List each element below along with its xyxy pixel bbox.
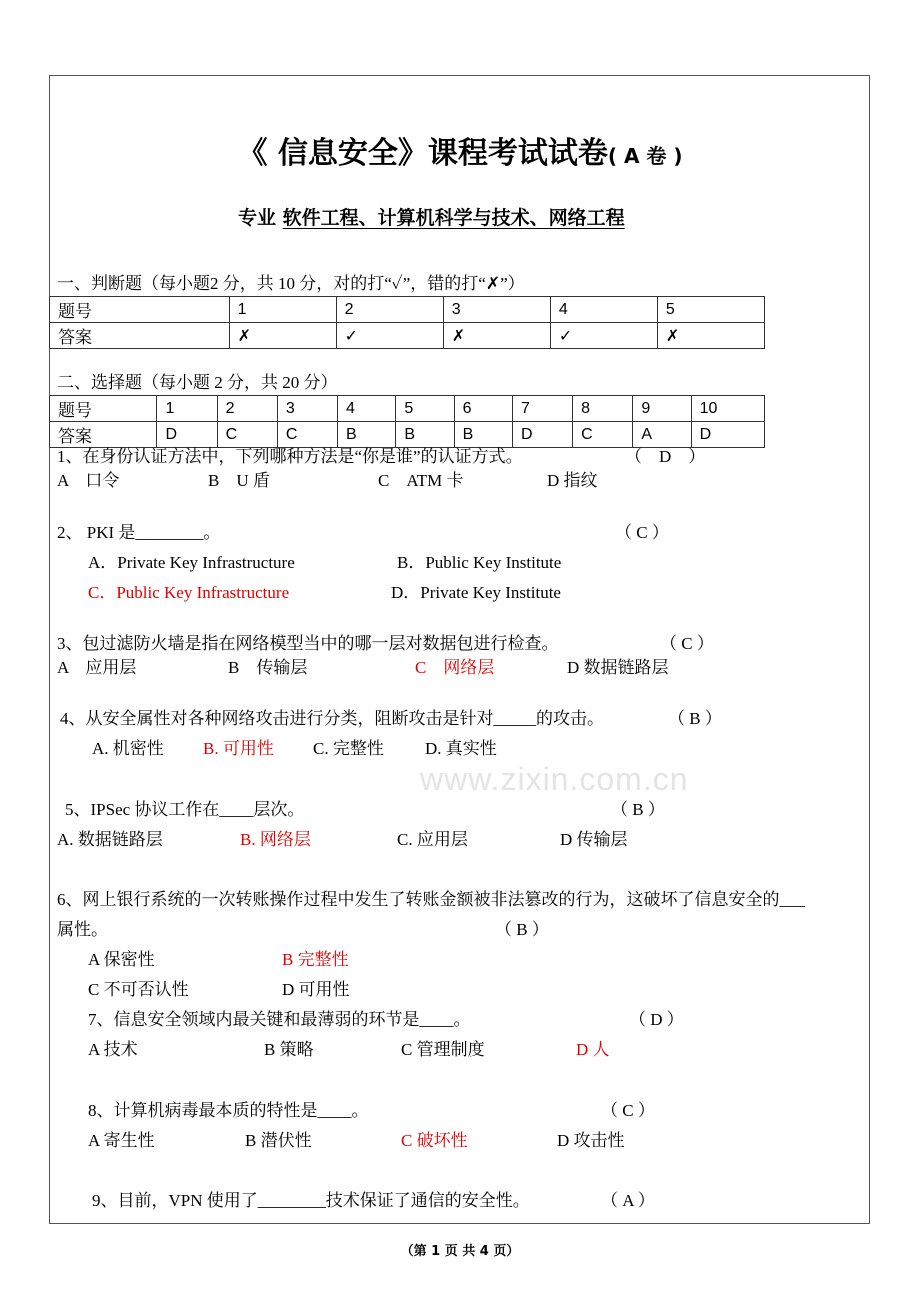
row-label: 题号: [50, 396, 157, 422]
cell: ✓: [550, 323, 657, 349]
question-2: 2、 PKI 是________。: [57, 523, 221, 542]
cell: 10: [691, 396, 764, 422]
row-label: 答案: [50, 422, 157, 448]
option: C 管理制度: [401, 1040, 485, 1059]
cell: ✓: [336, 323, 443, 349]
cell: 7: [512, 396, 572, 422]
answer-6: （ B ）: [495, 920, 549, 939]
answer-5: （ B ）: [611, 800, 665, 819]
option-correct: B. 可用性: [203, 739, 274, 758]
answer-9: （ A ）: [601, 1191, 655, 1210]
cell: B: [454, 422, 512, 448]
question-7: 7、信息安全领域内最关键和最薄弱的环节是____。: [88, 1010, 471, 1029]
option: A 应用层: [57, 658, 137, 677]
option: A．Private Key Infrastructure: [88, 553, 295, 572]
cell: C: [277, 422, 337, 448]
cell: 3: [443, 297, 550, 323]
option: D 可用性: [282, 980, 350, 999]
table-row: [50, 422, 765, 448]
cell: A: [633, 422, 691, 448]
option-correct: C 破坏性: [401, 1131, 468, 1150]
option: B．Public Key Institute: [397, 553, 562, 572]
cell: C: [573, 422, 633, 448]
table-row: [50, 323, 765, 349]
cell: 2: [336, 297, 443, 323]
question-1: 1、在身份认证方法中，下列哪种方法是“你是谁”的认证方式。: [57, 447, 523, 466]
answer-7: （ D ）: [629, 1010, 684, 1029]
cell: ✗: [229, 323, 336, 349]
question-8: 8、计算机病毒最本质的特性是____。: [88, 1101, 369, 1120]
cell: ✗: [443, 323, 550, 349]
cell: D: [512, 422, 572, 448]
question-3: 3、包过滤防火墙是指在网络模型当中的哪一层对数据包进行检查。: [57, 634, 559, 653]
option: D 指纹: [547, 471, 598, 490]
option: B 策略: [264, 1040, 314, 1059]
truefalse-answer-table: [49, 296, 765, 349]
cell: 5: [396, 396, 454, 422]
option: C. 应用层: [397, 830, 468, 849]
cell: C: [217, 422, 277, 448]
row-label: 题号: [50, 297, 230, 323]
cell: B: [338, 422, 396, 448]
option: B 传输层: [228, 658, 308, 677]
cell: 4: [338, 396, 396, 422]
question-6: 6、网上银行系统的一次转账操作过程中发生了转账金额被非法篡改的行为，这破坏了信息安全的___: [57, 890, 805, 909]
option-correct: D 人: [576, 1040, 610, 1059]
choice-answer-table: [49, 395, 765, 448]
option: C ATM 卡: [378, 471, 464, 490]
row-label: 答案: [50, 323, 230, 349]
section1-heading: 一、判断题（每小题2 分，共 10 分，对的打“✓”，错的打“✗”）: [57, 274, 525, 293]
cell: 4: [550, 297, 657, 323]
major-value: 软件工程、计算机科学与技术、网络工程: [282, 207, 625, 229]
option: D 传输层: [560, 830, 628, 849]
exam-title: [0, 128, 920, 172]
option-correct: C 网络层: [415, 658, 495, 677]
option: C 不可否认性: [88, 980, 189, 999]
cell: 1: [157, 396, 217, 422]
answer-1: （ D ）: [625, 447, 706, 466]
option: A. 机密性: [92, 739, 164, 758]
option: B 潜伏性: [245, 1131, 312, 1150]
title-main: 《 信息安全》课程考试试卷: [237, 136, 608, 171]
table-row: [50, 297, 765, 323]
option: A. 数据链路层: [57, 830, 163, 849]
cell: 2: [217, 396, 277, 422]
answer-8: （ C ）: [601, 1101, 655, 1120]
option: D. 真实性: [425, 739, 497, 758]
option-correct: B 完整性: [282, 950, 349, 969]
cell: D: [157, 422, 217, 448]
major-label: 专业: [238, 207, 277, 229]
page-footer: （第 1 页 共 4 页）: [400, 1244, 520, 1259]
option: A 技术: [88, 1040, 138, 1059]
major-line: [238, 203, 638, 230]
cell: 6: [454, 396, 512, 422]
option-correct: C．Public Key Infrastructure: [88, 583, 290, 602]
cell: 9: [633, 396, 691, 422]
option-correct: B. 网络层: [240, 830, 311, 849]
question-5: 5、IPSec 协议工作在____层次。: [65, 800, 305, 819]
answer-4: （ B ）: [668, 709, 722, 728]
answer-3: （ C ）: [660, 634, 714, 653]
section2-heading: 二、选择题（每小题 2 分，共 20 分）: [57, 373, 338, 392]
option: C. 完整性: [313, 739, 384, 758]
cell: 1: [229, 297, 336, 323]
option: B U 盾: [208, 471, 270, 490]
cell: ✗: [657, 323, 764, 349]
watermark: www.zixin.com.cn: [420, 761, 689, 797]
cell: 5: [657, 297, 764, 323]
table-row: [50, 396, 765, 422]
cell: 3: [277, 396, 337, 422]
option: A 口令: [57, 471, 120, 490]
question-6-cont: 属性。: [57, 920, 108, 939]
option: D 数据链路层: [567, 658, 669, 677]
question-4: 4、从安全属性对各种网络攻击进行分类，阻断攻击是针对_____的攻击。: [60, 709, 604, 728]
option: D 攻击性: [557, 1131, 625, 1150]
title-variant: ( A 卷 ): [607, 144, 683, 168]
answer-2: （ C ）: [615, 523, 669, 542]
option: D．Private Key Institute: [391, 583, 561, 602]
option: A 保密性: [88, 950, 155, 969]
option: A 寄生性: [88, 1131, 155, 1150]
cell: B: [396, 422, 454, 448]
cell: D: [691, 422, 764, 448]
question-9: 9、目前，VPN 使用了________技术保证了通信的安全性。: [92, 1191, 530, 1210]
cell: 8: [573, 396, 633, 422]
